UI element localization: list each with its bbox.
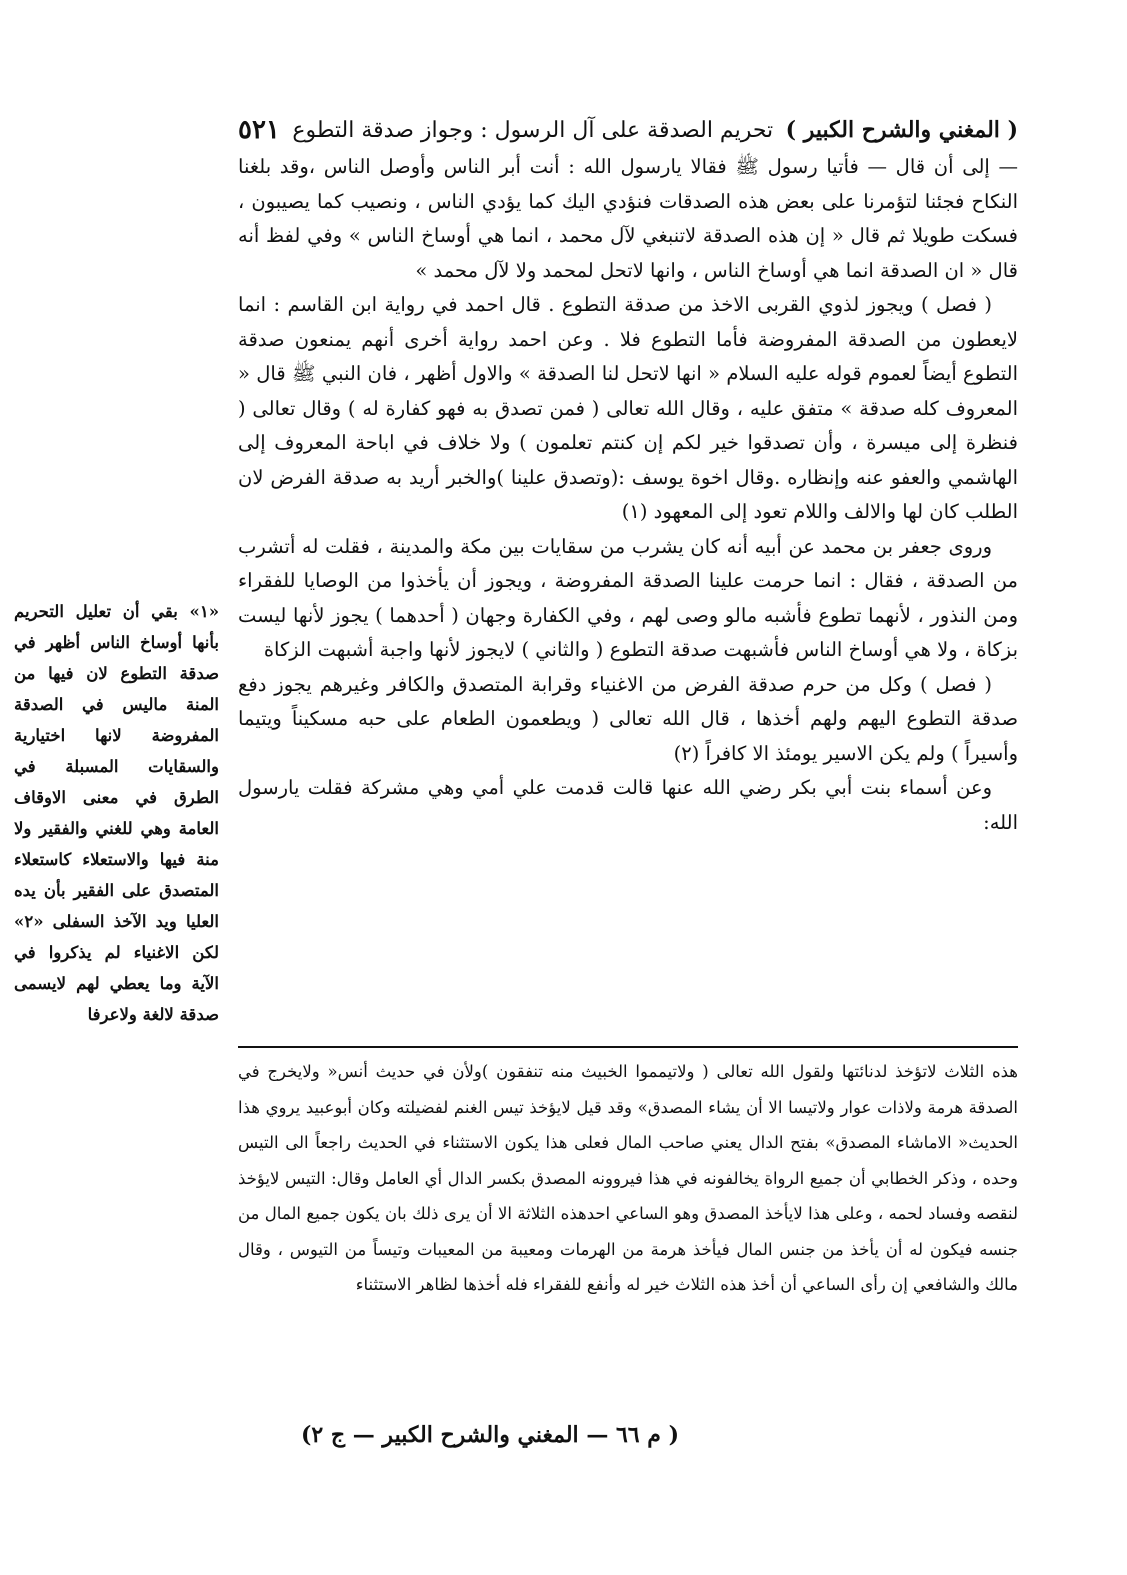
margin-note (14, 596, 219, 1236)
paragraph: ( فصل ) ويجوز لذوي القربى الاخذ من صدقة التطوع . قال احمد في رواية ابن القاسم : انما لايعطون من الصدقة المفروضة فأما التطوع فلا . وعن احمد رواية أخرى أنهم يمنعون صدقة التطوع أيضاً لعموم قوله عليه السلام « انها لاتحل لنا الصدقة » والاول أظهر ، فان النبي ﷺ قال « المعروف كله صدقة » متفق عليه ، وقال الله تعالى ( فمن تصدق به فهو كفارة له ) وقال تعالى ( فنظرة إلى ميسرة ، وأن تصدقوا خير لكم إن كنتم تعلمون ) ولا خلاف في اباحة المعروف إلى الهاشمي والعفو عنه وإنظاره .وقال اخوة يوسف :(وتصدق علينا )والخبر أريد به صدقة الفرض لان الطلب كان لها والالف واللام تعود إلى المعهود (١) (238, 293, 1018, 523)
chapter-title: تحريم الصدقة على آل الرسول : وجواز صدقة التطوع (292, 117, 774, 143)
page-header (238, 110, 1018, 150)
margin-note-text: «١» بقي أن تعليل التحريم بأنها أوساخ الناس أظهر في صدقة التطوع لان فيها من المنة ماليس في الصدقة المفروضة لانها اختيارية والسقايات المسبلة في الطرق في معنى الاوقاف العامة وهي للغني والفقير ولا منة فيها والاستعلاء كاستعلاء المتصدق على الفقير بأن يده العليا ويد الآخذ السفلى «٢» لكن الاغنياء لم يذكروا في الآية وما يعطي لهم لايسمى صدقة لالغة ولاعرفا (14, 602, 219, 1024)
paragraph: وعن أسماء بنت أبي بكر رضي الله عنها قالت قدمت علي أمي وهي مشركة فقلت يارسول الله: (238, 776, 1018, 834)
page-signature: ( م ٦٦ — المغني والشرح الكبير — ج ٢) (301, 1422, 679, 1448)
paragraph: ( فصل ) وكل من حرم صدقة الفرض من الاغنياء وقرابة المتصدق والكافر وغيرهم يجوز دفع صدقة التطوع اليهم ولهم أخذها ، قال الله تعالى ( ويطعمون الطعام على حبه مسكيناً ويتيما وأسيراً ) ولم يكن الاسير يومئذ الا كافراً (٢) (238, 672, 1018, 765)
footnote-text: هذه الثلاث لاتؤخذ لدنائتها ولقول الله تعالى ( ولاتيمموا الخبيث منه تنفقون )ولأن في حديث أنس« ولايخرج في الصدقة هرمة ولاذات عوار ولاتيسا الا أن يشاء المصدق» وقد قيل لايؤخذ تيس الغنم لفضيلته وكان أبوعبيد يروي هذا الحديث« الاماشاء المصدق» بفتح الدال يعني صاحب المال فعلى هذا يكون الاستثناء في الحديث راجعاً الى التيس وحده ، وذكر الخطابي أن جميع الرواة يخالفونه في هذا فيروونه المصدق بكسر الدال أي العامل وقال: التيس لايؤخذ لنقصه وفساد لحمه ، وعلى هذا لايأخذ المصدق وهو الساعي احدهذه الثلاثة الا أن يرى ذلك بان يكون جميع المال من جنسه فيكون له أن يأخذ من جنس المال فيأخذ هرمة من الهرمات ومعيبة من المعيبات وتيساً من التيوس ، وقال مالك والشافعي إن رأى الساعي أن أخذ هذه الثلاث خير له وأنفع للفقراء فله أخذها لظاهر الاستثناء (238, 1062, 1018, 1294)
paragraph: — إلى أن قال — فأتيا رسول ﷺ فقالا يارسول الله : أنت أبر الناس وأوصل الناس ،وقد بلغنا النكاح فجئنا لتؤمرنا على بعض هذه الصدقات فنؤدي اليك كما يؤدي الناس ، ونصيب كما يصيبون ، فسكت طويلا ثم قال « إن هذه الصدقة لاتنبغي لآل محمد ، انما هي أوساخ الناس » وفي لفظ أنه قال « ان الصدقة انما هي أوساخ الناس ، وانها لاتحل لمحمد ولا لآل محمد » (238, 155, 1018, 282)
page-number: ٥٢١ (238, 115, 280, 145)
paragraph: وروى جعفر بن محمد عن أبيه أنه كان يشرب من سقايات بين مكة والمدينة ، فقلت له أتشرب من الصدقة ، فقال : انما حرمت علينا الصدقة المفروضة ، ويجوز أن يأخذوا من الوصايا للفقراء ومن النذور ، لأنهما تطوع فأشبه مالو وصى لهم ، وفي الكفارة وجهان ( أحدهما ) يجوز لأنها ليست بزكاة ، ولا هي أوساخ الناس فأشبهت صدقة التطوع ( والثاني ) لايجوز لأنها واجبة أشبهت الزكاة (238, 534, 1018, 661)
book-title: ( المغني والشرح الكبير ) (785, 117, 1018, 143)
footnote (238, 1054, 1018, 1414)
footnote-divider (238, 1046, 1018, 1048)
main-text (238, 150, 1018, 1012)
